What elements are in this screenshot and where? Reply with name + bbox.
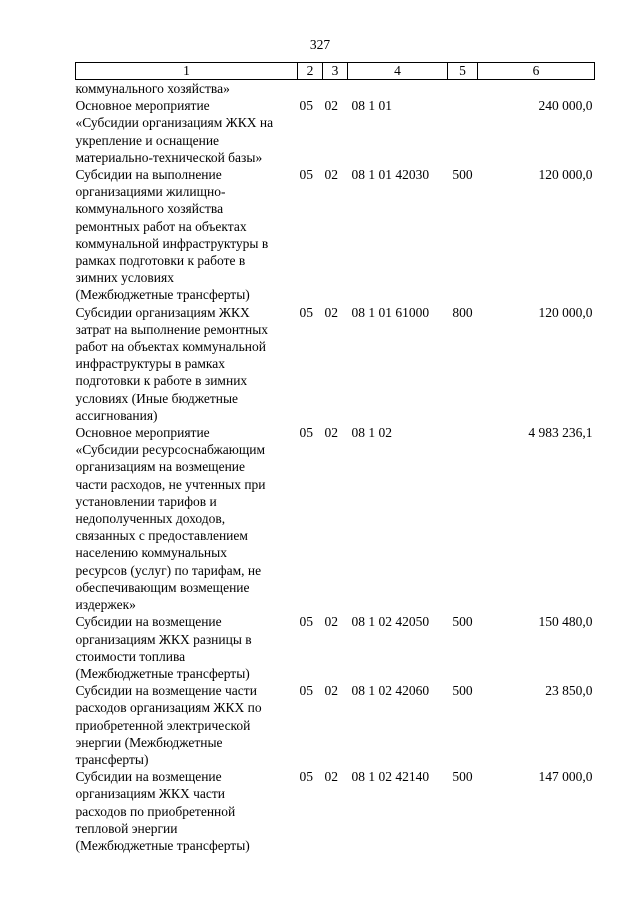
row-amount: 147 000,0: [538, 769, 593, 785]
row-amount: 120 000,0: [538, 167, 593, 183]
row-name: Субсидии организациям ЖКХ затрат на выполнение ремонтных работ на объектах коммунальной инфраструктуры в рамках подготовки к работе в зимних условиях (Иные бюджетные ассигнования): [75, 304, 269, 423]
row-amount: 120 000,0: [538, 304, 593, 320]
row-name: коммунального хозяйства»: [75, 81, 230, 96]
row-type: 500: [452, 683, 473, 699]
row-section: 05: [299, 98, 313, 114]
table-row: [76, 166, 595, 304]
row-section: 05: [299, 167, 313, 183]
table-header-row: [76, 63, 595, 80]
row-section: 05: [299, 425, 313, 441]
row-subsection: 02: [324, 304, 338, 320]
table-row: [76, 682, 595, 768]
row-subsection: [323, 80, 348, 98]
row-amount: [478, 80, 595, 98]
row-target: 08 1 02: [351, 425, 392, 441]
row-target: [348, 80, 448, 98]
row-subsection: 02: [324, 683, 338, 699]
header-col-1: 1: [76, 63, 298, 80]
row-subsection: 02: [324, 614, 338, 630]
row-section: 05: [299, 614, 313, 630]
row-name: Субсидии на возмещение организациям ЖКХ части расходов по приобретенной тепловой энергии (Межбюджетные трансферты): [75, 769, 250, 853]
row-target: 08 1 02 42060: [351, 683, 430, 699]
table-row: [76, 424, 595, 613]
row-name: Субсидии на выполнение организациями жилищно- коммунального хозяйства ремонтных работ на объектах коммунальной инфраструктуры в рамках подготовки к работе в зимних условиях (Межбюджетные трансферты): [75, 167, 269, 303]
row-name: Основное мероприятие «Субсидии организациям ЖКХ на укрепление и оснащение материально-технической базы»: [75, 98, 274, 165]
row-type: 500: [452, 614, 473, 630]
row-name: Субсидии на возмещение организациям ЖКХ разницы в стоимости топлива (Межбюджетные трансферты): [75, 614, 252, 681]
row-section: [298, 80, 323, 98]
row-type: 500: [452, 167, 473, 183]
row-amount: 150 480,0: [538, 614, 593, 630]
page-number: 327: [309, 37, 331, 52]
table-row: [76, 80, 595, 98]
row-section: 05: [299, 769, 313, 785]
row-subsection: 02: [324, 98, 338, 114]
row-name: Субсидии на возмещение части расходов организациям ЖКХ по приобретенной электрической энергии (Межбюджетные трансферты): [75, 683, 262, 767]
row-section: 05: [299, 683, 313, 699]
row-target: 08 1 01 42030: [351, 167, 430, 183]
row-type: 500: [452, 769, 473, 785]
row-subsection: 02: [324, 425, 338, 441]
row-name: Основное мероприятие «Субсидии ресурсоснабжающим организациям на возмещение части расходов, не учтенных при установлении тарифов и недополученных доходов, связанных с предоставлением населению коммунальных ресурсов (услуг) по тарифам, не обеспечивающим возмещение издержек»: [75, 425, 266, 613]
header-col-2: 2: [298, 63, 323, 80]
budget-table: [75, 62, 595, 854]
row-type: [448, 97, 478, 166]
row-amount: 240 000,0: [538, 98, 593, 114]
row-type: [448, 80, 478, 98]
row-type: 800: [452, 304, 473, 320]
table-row: [76, 97, 595, 166]
table-row: [76, 304, 595, 424]
row-amount: 4 983 236,1: [528, 425, 593, 441]
row-target: 08 1 02 42050: [351, 614, 430, 630]
table-row: [76, 768, 595, 854]
row-target: 08 1 01 61000: [351, 304, 430, 320]
header-col-4: 4: [348, 63, 448, 80]
row-target: 08 1 02 42140: [351, 769, 430, 785]
header-col-3: 3: [323, 63, 348, 80]
row-subsection: 02: [324, 769, 338, 785]
row-subsection: 02: [324, 167, 338, 183]
row-amount: 23 850,0: [545, 683, 593, 699]
table-row: [76, 613, 595, 682]
row-target: 08 1 01: [351, 98, 392, 114]
row-type: [448, 424, 478, 613]
row-section: 05: [299, 304, 313, 320]
header-col-5: 5: [448, 63, 478, 80]
header-col-6: 6: [478, 63, 595, 80]
